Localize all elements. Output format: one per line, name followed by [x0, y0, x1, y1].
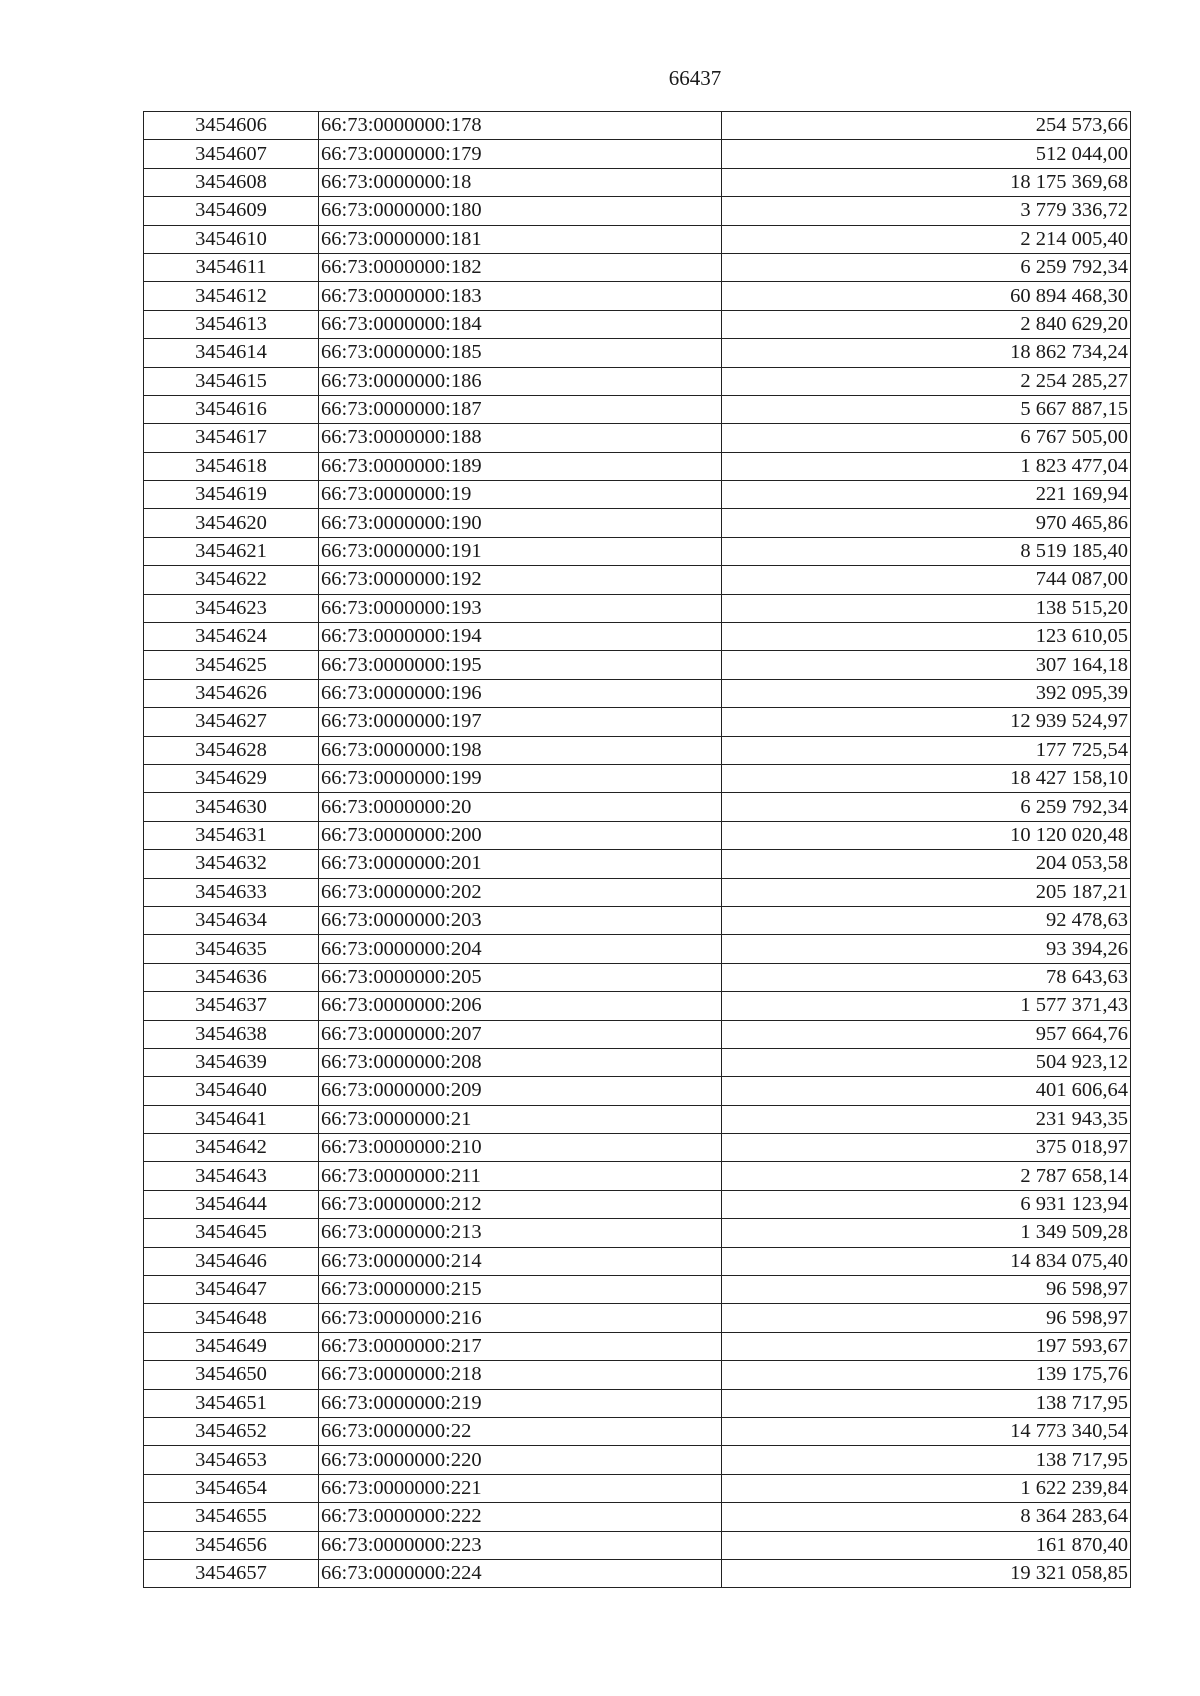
table-row: [144, 651, 1131, 679]
cadastral-number-cell: 66:73:0000000:223: [319, 1531, 722, 1559]
record-id-cell: 3454612: [144, 282, 319, 310]
cadastral-value-cell: 18 175 369,68: [722, 168, 1131, 196]
table-row: [144, 623, 1131, 651]
table-row: [144, 594, 1131, 622]
record-id-cell: 3454633: [144, 878, 319, 906]
record-id-cell: 3454623: [144, 594, 319, 622]
cadastral-value-cell: 8 519 185,40: [722, 537, 1131, 565]
record-id-cell: 3454639: [144, 1048, 319, 1076]
cadastral-number-cell: 66:73:0000000:192: [319, 566, 722, 594]
table-row: [144, 566, 1131, 594]
record-id-cell: 3454625: [144, 651, 319, 679]
cadastral-number-cell: 66:73:0000000:211: [319, 1162, 722, 1190]
cadastral-number-cell: 66:73:0000000:184: [319, 310, 722, 338]
record-id-cell: 3454607: [144, 140, 319, 168]
cadastral-number-cell: 66:73:0000000:221: [319, 1474, 722, 1502]
table-row: [144, 1531, 1131, 1559]
cadastral-value-cell: 138 717,95: [722, 1446, 1131, 1474]
cadastral-value-cell: 12 939 524,97: [722, 708, 1131, 736]
record-id-cell: 3454646: [144, 1247, 319, 1275]
registry-table: [143, 111, 1131, 1588]
cadastral-value-cell: 19 321 058,85: [722, 1559, 1131, 1587]
cadastral-number-cell: 66:73:0000000:195: [319, 651, 722, 679]
table-row: [144, 1276, 1131, 1304]
table-row: [144, 1134, 1131, 1162]
table-row: [144, 537, 1131, 565]
cadastral-value-cell: 2 254 285,27: [722, 367, 1131, 395]
cadastral-number-cell: 66:73:0000000:180: [319, 197, 722, 225]
record-id-cell: 3454608: [144, 168, 319, 196]
cadastral-value-cell: 254 573,66: [722, 112, 1131, 140]
table-row: [144, 1474, 1131, 1502]
record-id-cell: 3454615: [144, 367, 319, 395]
record-id-cell: 3454654: [144, 1474, 319, 1502]
cadastral-value-cell: 6 259 792,34: [722, 253, 1131, 281]
record-id-cell: 3454642: [144, 1134, 319, 1162]
record-id-cell: 3454627: [144, 708, 319, 736]
cadastral-value-cell: 2 840 629,20: [722, 310, 1131, 338]
record-id-cell: 3454616: [144, 395, 319, 423]
record-id-cell: 3454624: [144, 623, 319, 651]
table-row: [144, 821, 1131, 849]
cadastral-value-cell: 14 773 340,54: [722, 1417, 1131, 1445]
table-row: [144, 1389, 1131, 1417]
cadastral-value-cell: 512 044,00: [722, 140, 1131, 168]
record-id-cell: 3454657: [144, 1559, 319, 1587]
record-id-cell: 3454614: [144, 339, 319, 367]
cadastral-value-cell: 18 427 158,10: [722, 764, 1131, 792]
record-id-cell: 3454655: [144, 1503, 319, 1531]
cadastral-value-cell: 138 717,95: [722, 1389, 1131, 1417]
cadastral-number-cell: 66:73:0000000:212: [319, 1190, 722, 1218]
cadastral-number-cell: 66:73:0000000:207: [319, 1020, 722, 1048]
table-row: [144, 367, 1131, 395]
cadastral-number-cell: 66:73:0000000:182: [319, 253, 722, 281]
cadastral-number-cell: 66:73:0000000:213: [319, 1219, 722, 1247]
record-id-cell: 3454613: [144, 310, 319, 338]
cadastral-value-cell: 204 053,58: [722, 850, 1131, 878]
cadastral-value-cell: 18 862 734,24: [722, 339, 1131, 367]
cadastral-value-cell: 231 943,35: [722, 1105, 1131, 1133]
record-id-cell: 3454618: [144, 452, 319, 480]
table-row: [144, 197, 1131, 225]
cadastral-value-cell: 1 622 239,84: [722, 1474, 1131, 1502]
cadastral-number-cell: 66:73:0000000:200: [319, 821, 722, 849]
table-row: [144, 1361, 1131, 1389]
record-id-cell: 3454648: [144, 1304, 319, 1332]
cadastral-number-cell: 66:73:0000000:219: [319, 1389, 722, 1417]
table-row: [144, 424, 1131, 452]
cadastral-number-cell: 66:73:0000000:193: [319, 594, 722, 622]
record-id-cell: 3454631: [144, 821, 319, 849]
table-row: [144, 395, 1131, 423]
cadastral-number-cell: 66:73:0000000:20: [319, 793, 722, 821]
record-id-cell: 3454643: [144, 1162, 319, 1190]
cadastral-number-cell: 66:73:0000000:216: [319, 1304, 722, 1332]
table-row: [144, 1417, 1131, 1445]
cadastral-number-cell: 66:73:0000000:185: [319, 339, 722, 367]
cadastral-value-cell: 92 478,63: [722, 906, 1131, 934]
table-row: [144, 282, 1131, 310]
cadastral-value-cell: 3 779 336,72: [722, 197, 1131, 225]
cadastral-number-cell: 66:73:0000000:203: [319, 906, 722, 934]
cadastral-value-cell: 197 593,67: [722, 1332, 1131, 1360]
table-row: [144, 1190, 1131, 1218]
table-row: [144, 1446, 1131, 1474]
cadastral-number-cell: 66:73:0000000:183: [319, 282, 722, 310]
table-row: [144, 906, 1131, 934]
record-id-cell: 3454635: [144, 935, 319, 963]
table-row: [144, 935, 1131, 963]
record-id-cell: 3454638: [144, 1020, 319, 1048]
cadastral-value-cell: 138 515,20: [722, 594, 1131, 622]
record-id-cell: 3454617: [144, 424, 319, 452]
record-id-cell: 3454609: [144, 197, 319, 225]
cadastral-number-cell: 66:73:0000000:19: [319, 481, 722, 509]
cadastral-number-cell: 66:73:0000000:186: [319, 367, 722, 395]
table-row: [144, 679, 1131, 707]
cadastral-number-cell: 66:73:0000000:189: [319, 452, 722, 480]
cadastral-number-cell: 66:73:0000000:199: [319, 764, 722, 792]
cadastral-number-cell: 66:73:0000000:21: [319, 1105, 722, 1133]
cadastral-number-cell: 66:73:0000000:191: [319, 537, 722, 565]
cadastral-number-cell: 66:73:0000000:209: [319, 1077, 722, 1105]
record-id-cell: 3454629: [144, 764, 319, 792]
cadastral-number-cell: 66:73:0000000:178: [319, 112, 722, 140]
cadastral-value-cell: 957 664,76: [722, 1020, 1131, 1048]
cadastral-number-cell: 66:73:0000000:217: [319, 1332, 722, 1360]
record-id-cell: 3454647: [144, 1276, 319, 1304]
cadastral-number-cell: 66:73:0000000:206: [319, 992, 722, 1020]
cadastral-number-cell: 66:73:0000000:204: [319, 935, 722, 963]
record-id-cell: 3454641: [144, 1105, 319, 1133]
table-row: [144, 1048, 1131, 1076]
cadastral-number-cell: 66:73:0000000:202: [319, 878, 722, 906]
cadastral-number-cell: 66:73:0000000:194: [319, 623, 722, 651]
table-row: [144, 339, 1131, 367]
record-id-cell: 3454645: [144, 1219, 319, 1247]
cadastral-number-cell: 66:73:0000000:179: [319, 140, 722, 168]
record-id-cell: 3454652: [144, 1417, 319, 1445]
cadastral-number-cell: 66:73:0000000:222: [319, 1503, 722, 1531]
cadastral-value-cell: 6 931 123,94: [722, 1190, 1131, 1218]
table-row: [144, 112, 1131, 140]
registry-table-body: [144, 112, 1131, 1588]
cadastral-value-cell: 1 349 509,28: [722, 1219, 1131, 1247]
record-id-cell: 3454630: [144, 793, 319, 821]
cadastral-number-cell: 66:73:0000000:198: [319, 736, 722, 764]
record-id-cell: 3454636: [144, 963, 319, 991]
record-id-cell: 3454611: [144, 253, 319, 281]
record-id-cell: 3454651: [144, 1389, 319, 1417]
cadastral-value-cell: 10 120 020,48: [722, 821, 1131, 849]
record-id-cell: 3454637: [144, 992, 319, 1020]
cadastral-value-cell: 5 667 887,15: [722, 395, 1131, 423]
cadastral-number-cell: 66:73:0000000:190: [319, 509, 722, 537]
cadastral-value-cell: 307 164,18: [722, 651, 1131, 679]
record-id-cell: 3454634: [144, 906, 319, 934]
cadastral-number-cell: 66:73:0000000:197: [319, 708, 722, 736]
table-row: [144, 509, 1131, 537]
cadastral-number-cell: 66:73:0000000:188: [319, 424, 722, 452]
table-row: [144, 452, 1131, 480]
cadastral-value-cell: 96 598,97: [722, 1276, 1131, 1304]
cadastral-number-cell: 66:73:0000000:196: [319, 679, 722, 707]
cadastral-number-cell: 66:73:0000000:201: [319, 850, 722, 878]
record-id-cell: 3454632: [144, 850, 319, 878]
table-row: [144, 1247, 1131, 1275]
record-id-cell: 3454649: [144, 1332, 319, 1360]
table-row: [144, 708, 1131, 736]
table-row: [144, 310, 1131, 338]
table-row: [144, 1559, 1131, 1587]
cadastral-value-cell: 1 577 371,43: [722, 992, 1131, 1020]
table-row: [144, 878, 1131, 906]
cadastral-value-cell: 8 364 283,64: [722, 1503, 1131, 1531]
cadastral-value-cell: 93 394,26: [722, 935, 1131, 963]
record-id-cell: 3454622: [144, 566, 319, 594]
cadastral-number-cell: 66:73:0000000:214: [319, 1247, 722, 1275]
table-row: [144, 1503, 1131, 1531]
record-id-cell: 3454621: [144, 537, 319, 565]
table-row: [144, 225, 1131, 253]
table-row: [144, 481, 1131, 509]
table-row: [144, 1332, 1131, 1360]
cadastral-value-cell: 177 725,54: [722, 736, 1131, 764]
cadastral-value-cell: 970 465,86: [722, 509, 1131, 537]
cadastral-value-cell: 401 606,64: [722, 1077, 1131, 1105]
cadastral-number-cell: 66:73:0000000:218: [319, 1361, 722, 1389]
cadastral-number-cell: 66:73:0000000:181: [319, 225, 722, 253]
cadastral-value-cell: 6 767 505,00: [722, 424, 1131, 452]
record-id-cell: 3454628: [144, 736, 319, 764]
table-row: [144, 992, 1131, 1020]
cadastral-value-cell: 221 169,94: [722, 481, 1131, 509]
cadastral-value-cell: 96 598,97: [722, 1304, 1131, 1332]
record-id-cell: 3454620: [144, 509, 319, 537]
record-id-cell: 3454610: [144, 225, 319, 253]
cadastral-value-cell: 139 175,76: [722, 1361, 1131, 1389]
cadastral-value-cell: 1 823 477,04: [722, 452, 1131, 480]
cadastral-value-cell: 78 643,63: [722, 963, 1131, 991]
cadastral-value-cell: 14 834 075,40: [722, 1247, 1131, 1275]
table-row: [144, 1105, 1131, 1133]
cadastral-value-cell: 2 214 005,40: [722, 225, 1131, 253]
cadastral-number-cell: 66:73:0000000:220: [319, 1446, 722, 1474]
cadastral-number-cell: 66:73:0000000:210: [319, 1134, 722, 1162]
record-id-cell: 3454626: [144, 679, 319, 707]
cadastral-number-cell: 66:73:0000000:18: [319, 168, 722, 196]
cadastral-value-cell: 205 187,21: [722, 878, 1131, 906]
table-row: [144, 963, 1131, 991]
cadastral-value-cell: 392 095,39: [722, 679, 1131, 707]
cadastral-value-cell: 161 870,40: [722, 1531, 1131, 1559]
record-id-cell: 3454619: [144, 481, 319, 509]
cadastral-number-cell: 66:73:0000000:215: [319, 1276, 722, 1304]
cadastral-value-cell: 744 087,00: [722, 566, 1131, 594]
record-id-cell: 3454640: [144, 1077, 319, 1105]
table-row: [144, 1219, 1131, 1247]
table-row: [144, 1020, 1131, 1048]
cadastral-value-cell: 6 259 792,34: [722, 793, 1131, 821]
table-row: [144, 253, 1131, 281]
record-id-cell: 3454653: [144, 1446, 319, 1474]
table-row: [144, 168, 1131, 196]
cadastral-number-cell: 66:73:0000000:205: [319, 963, 722, 991]
cadastral-number-cell: 66:73:0000000:208: [319, 1048, 722, 1076]
cadastral-number-cell: 66:73:0000000:224: [319, 1559, 722, 1587]
table-row: [144, 1077, 1131, 1105]
cadastral-value-cell: 504 923,12: [722, 1048, 1131, 1076]
table-row: [144, 850, 1131, 878]
cadastral-number-cell: 66:73:0000000:22: [319, 1417, 722, 1445]
record-id-cell: 3454650: [144, 1361, 319, 1389]
record-id-cell: 3454644: [144, 1190, 319, 1218]
cadastral-value-cell: 60 894 468,30: [722, 282, 1131, 310]
cadastral-value-cell: 375 018,97: [722, 1134, 1131, 1162]
table-row: [144, 140, 1131, 168]
table-row: [144, 1304, 1131, 1332]
record-id-cell: 3454606: [144, 112, 319, 140]
table-row: [144, 764, 1131, 792]
table-row: [144, 736, 1131, 764]
page-number: 66437: [668, 66, 722, 90]
record-id-cell: 3454656: [144, 1531, 319, 1559]
table-row: [144, 1162, 1131, 1190]
table-row: [144, 793, 1131, 821]
cadastral-value-cell: 123 610,05: [722, 623, 1131, 651]
cadastral-number-cell: 66:73:0000000:187: [319, 395, 722, 423]
cadastral-value-cell: 2 787 658,14: [722, 1162, 1131, 1190]
